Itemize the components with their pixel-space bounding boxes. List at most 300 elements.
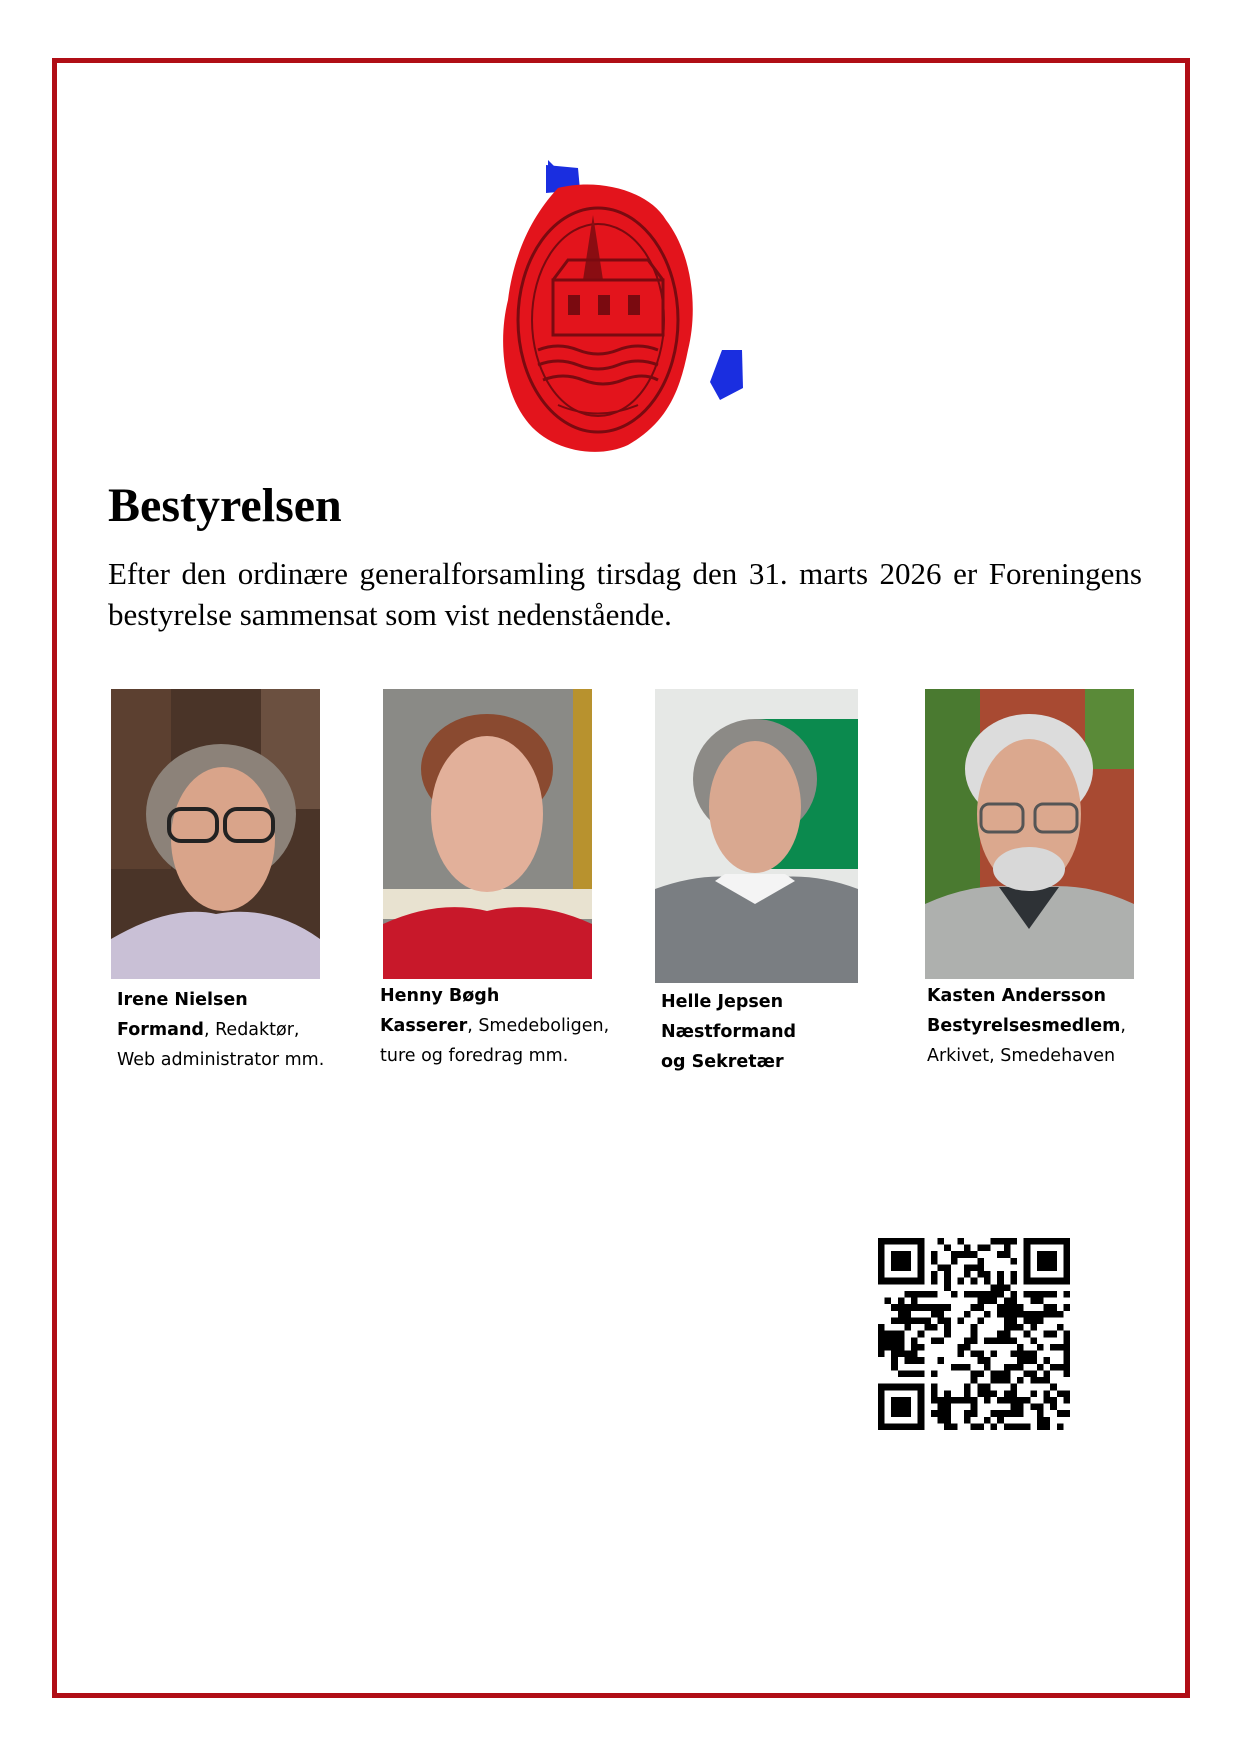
qr-module <box>1017 1364 1024 1371</box>
qr-module <box>1044 1390 1051 1397</box>
qr-module <box>891 1304 898 1311</box>
member-duties: Arkivet, Smedehaven <box>927 1046 1116 1066</box>
qr-module <box>1010 1258 1017 1265</box>
qr-module <box>1004 1251 1011 1258</box>
qr-module <box>1010 1291 1017 1298</box>
qr-module <box>891 1251 898 1258</box>
qr-module <box>1063 1364 1070 1371</box>
qr-module <box>1063 1245 1070 1252</box>
qr-module <box>918 1278 925 1285</box>
qr-module <box>904 1258 911 1265</box>
qr-module <box>1050 1304 1057 1311</box>
member-role: Kasserer <box>380 1016 468 1036</box>
qr-module <box>904 1291 911 1298</box>
qr-module <box>1063 1351 1070 1358</box>
qr-module <box>904 1370 911 1377</box>
qr-module <box>878 1384 885 1391</box>
qr-module <box>904 1311 911 1318</box>
qr-module <box>1010 1404 1017 1411</box>
qr-module <box>938 1317 945 1324</box>
qr-module <box>885 1344 892 1351</box>
qr-module <box>1004 1370 1011 1377</box>
qr-module <box>964 1397 971 1404</box>
qr-module <box>1044 1311 1051 1318</box>
qr-module <box>1044 1423 1051 1430</box>
member-photo-irene-nielsen <box>111 689 320 979</box>
qr-module <box>904 1410 911 1417</box>
qr-module <box>1050 1238 1057 1245</box>
qr-module <box>984 1278 991 1285</box>
qr-module <box>1063 1271 1070 1278</box>
qr-module <box>1024 1311 1031 1318</box>
qr-module <box>1010 1390 1017 1397</box>
qr-module <box>1030 1370 1037 1377</box>
qr-module <box>964 1311 971 1318</box>
qr-module <box>911 1344 918 1351</box>
qr-module <box>918 1317 925 1324</box>
qr-module <box>971 1324 978 1331</box>
qr-module <box>977 1264 984 1271</box>
qr-module <box>1010 1278 1017 1285</box>
qr-module <box>964 1390 971 1397</box>
qr-module <box>944 1410 951 1417</box>
qr-module <box>1010 1410 1017 1417</box>
qr-module <box>878 1417 885 1424</box>
member-duties: ture og foredrag mm. <box>380 1046 569 1066</box>
qr-module <box>1050 1384 1057 1391</box>
qr-module <box>1044 1357 1051 1364</box>
qr-module <box>898 1258 905 1265</box>
qr-module <box>898 1331 905 1338</box>
qr-module <box>1017 1357 1024 1364</box>
qr-module <box>1044 1331 1051 1338</box>
qr-module <box>885 1238 892 1245</box>
qr-module <box>1024 1357 1031 1364</box>
qr-module <box>878 1324 885 1331</box>
qr-module <box>997 1377 1004 1384</box>
qr-module <box>1037 1364 1044 1371</box>
qr-module <box>1024 1278 1031 1285</box>
qr-module <box>944 1264 951 1271</box>
qr-module <box>891 1331 898 1338</box>
qr-module <box>1024 1271 1031 1278</box>
qr-module <box>977 1390 984 1397</box>
qr-module <box>938 1357 945 1364</box>
qr-module <box>1030 1291 1037 1298</box>
qr-module <box>964 1410 971 1417</box>
qr-module <box>971 1304 978 1311</box>
qr-module <box>1063 1264 1070 1271</box>
qr-module <box>957 1351 964 1358</box>
qr-module <box>1017 1351 1024 1358</box>
qr-module <box>1017 1377 1024 1384</box>
qr-module <box>1037 1377 1044 1384</box>
qr-module <box>1063 1304 1070 1311</box>
qr-module <box>984 1397 991 1404</box>
qr-module <box>971 1423 978 1430</box>
qr-module <box>951 1364 958 1371</box>
qr-module <box>1024 1264 1031 1271</box>
qr-module <box>891 1423 898 1430</box>
qr-module <box>991 1337 998 1344</box>
qr-module <box>1010 1271 1017 1278</box>
qr-code-icon[interactable] <box>878 1238 1070 1430</box>
qr-module <box>1004 1337 1011 1344</box>
qr-module <box>931 1311 938 1318</box>
qr-module <box>1037 1264 1044 1271</box>
qr-module <box>944 1324 951 1331</box>
qr-module <box>1024 1331 1031 1338</box>
qr-module <box>898 1410 905 1417</box>
qr-module <box>904 1384 911 1391</box>
qr-module <box>931 1410 938 1417</box>
qr-module <box>984 1298 991 1305</box>
qr-module <box>944 1390 951 1397</box>
member-name: Kasten Andersson <box>927 986 1106 1006</box>
qr-module <box>918 1397 925 1404</box>
qr-module <box>938 1417 945 1424</box>
qr-module <box>1037 1258 1044 1265</box>
qr-module <box>971 1410 978 1417</box>
qr-module <box>964 1417 971 1424</box>
qr-module <box>977 1384 984 1391</box>
member-duties: , Smedeboligen, <box>467 1016 610 1036</box>
qr-module <box>878 1238 885 1245</box>
qr-module <box>911 1298 918 1305</box>
qr-module <box>1030 1337 1037 1344</box>
qr-module <box>918 1238 925 1245</box>
member-caption-helle-jepsen <box>661 987 796 1077</box>
member-duties: , <box>1120 1016 1126 1036</box>
qr-module <box>931 1390 938 1397</box>
qr-module <box>885 1337 892 1344</box>
qr-module <box>878 1351 885 1358</box>
qr-module <box>1057 1423 1064 1430</box>
qr-module <box>911 1423 918 1430</box>
qr-module <box>971 1251 978 1258</box>
qr-module <box>1063 1390 1070 1397</box>
qr-module <box>891 1238 898 1245</box>
qr-module <box>997 1410 1004 1417</box>
qr-module <box>911 1357 918 1364</box>
qr-module <box>1010 1397 1017 1404</box>
qr-module <box>891 1384 898 1391</box>
qr-module <box>1037 1404 1044 1411</box>
qr-module <box>878 1410 885 1417</box>
qr-module <box>1030 1377 1037 1384</box>
qr-module <box>911 1337 918 1344</box>
qr-module <box>904 1324 911 1331</box>
qr-module <box>878 1258 885 1265</box>
qr-module <box>1037 1278 1044 1285</box>
qr-module <box>984 1291 991 1298</box>
qr-module <box>924 1317 931 1324</box>
qr-module <box>984 1311 991 1318</box>
qr-module <box>997 1311 1004 1318</box>
qr-module <box>1004 1390 1011 1397</box>
qr-module <box>938 1304 945 1311</box>
member-photo-helle-jepsen <box>655 689 858 983</box>
qr-module <box>1030 1351 1037 1358</box>
qr-module <box>918 1384 925 1391</box>
qr-module <box>1004 1364 1011 1371</box>
qr-module <box>964 1364 971 1371</box>
qr-module <box>944 1397 951 1404</box>
qr-module <box>898 1423 905 1430</box>
qr-module <box>904 1351 911 1358</box>
qr-module <box>938 1397 945 1404</box>
qr-module <box>891 1404 898 1411</box>
qr-module <box>991 1284 998 1291</box>
qr-module <box>1050 1251 1057 1258</box>
qr-module <box>938 1337 945 1344</box>
qr-module <box>911 1351 918 1358</box>
qr-module <box>878 1251 885 1258</box>
qr-module <box>977 1291 984 1298</box>
qr-module <box>957 1317 964 1324</box>
qr-module <box>984 1384 991 1391</box>
qr-module <box>911 1370 918 1377</box>
qr-module <box>1063 1370 1070 1377</box>
qr-module <box>1030 1317 1037 1324</box>
qr-module <box>878 1245 885 1252</box>
qr-module <box>918 1258 925 1265</box>
qr-module <box>971 1291 978 1298</box>
qr-module <box>898 1337 905 1344</box>
qr-module <box>957 1397 964 1404</box>
qr-module <box>964 1245 971 1252</box>
qr-module <box>904 1423 911 1430</box>
qr-module <box>971 1278 978 1285</box>
qr-module <box>931 1271 938 1278</box>
qr-module <box>1044 1264 1051 1271</box>
qr-module <box>997 1397 1004 1404</box>
qr-module <box>1037 1344 1044 1351</box>
qr-module <box>991 1390 998 1397</box>
qr-module <box>971 1337 978 1344</box>
qr-module <box>984 1357 991 1364</box>
qr-module <box>977 1357 984 1364</box>
qr-module <box>964 1251 971 1258</box>
qr-module <box>1063 1291 1070 1298</box>
qr-module <box>971 1397 978 1404</box>
qr-module <box>1063 1344 1070 1351</box>
qr-module <box>1057 1238 1064 1245</box>
qr-module <box>984 1417 991 1424</box>
qr-module <box>1050 1397 1057 1404</box>
qr-module <box>891 1278 898 1285</box>
qr-module <box>931 1337 938 1344</box>
qr-module <box>898 1344 905 1351</box>
qr-module <box>1030 1390 1037 1397</box>
qr-module <box>1017 1423 1024 1430</box>
member-role: Bestyrelsesmedlem <box>927 1016 1121 1036</box>
qr-module <box>997 1417 1004 1424</box>
qr-module <box>931 1291 938 1298</box>
qr-module <box>951 1423 958 1430</box>
qr-module <box>944 1304 951 1311</box>
qr-module <box>911 1238 918 1245</box>
qr-module <box>997 1304 1004 1311</box>
qr-module <box>977 1351 984 1358</box>
qr-module <box>891 1364 898 1371</box>
qr-module <box>931 1278 938 1285</box>
qr-module <box>1063 1238 1070 1245</box>
qr-module <box>971 1264 978 1271</box>
qr-module <box>918 1304 925 1311</box>
member-caption-henny-bogh <box>380 981 609 1071</box>
qr-module <box>997 1291 1004 1298</box>
qr-module <box>1037 1417 1044 1424</box>
qr-module <box>1024 1238 1031 1245</box>
qr-module <box>1010 1364 1017 1371</box>
qr-module <box>1044 1291 1051 1298</box>
qr-module <box>1010 1324 1017 1331</box>
qr-module <box>878 1397 885 1404</box>
qr-module <box>1010 1423 1017 1430</box>
qr-module <box>885 1298 892 1305</box>
wax-seal-icon <box>498 160 748 460</box>
qr-module <box>885 1278 892 1285</box>
qr-module <box>951 1251 958 1258</box>
qr-module <box>1044 1238 1051 1245</box>
qr-module <box>977 1317 984 1324</box>
qr-module <box>997 1337 1004 1344</box>
qr-module <box>898 1311 905 1318</box>
qr-module <box>904 1264 911 1271</box>
qr-module <box>918 1417 925 1424</box>
qr-module <box>984 1364 991 1371</box>
qr-module <box>938 1264 945 1271</box>
qr-module <box>1024 1370 1031 1377</box>
qr-module <box>964 1384 971 1391</box>
qr-module <box>904 1251 911 1258</box>
qr-module <box>1010 1351 1017 1358</box>
qr-module <box>911 1384 918 1391</box>
qr-module <box>1044 1304 1051 1311</box>
qr-module <box>931 1304 938 1311</box>
qr-module <box>918 1251 925 1258</box>
qr-module <box>1037 1291 1044 1298</box>
qr-module <box>924 1324 931 1331</box>
qr-module <box>997 1284 1004 1291</box>
qr-module <box>1010 1311 1017 1318</box>
qr-module <box>997 1271 1004 1278</box>
qr-module <box>878 1278 885 1285</box>
qr-module <box>918 1404 925 1411</box>
qr-module <box>1050 1331 1057 1338</box>
qr-module <box>977 1423 984 1430</box>
qr-module <box>904 1357 911 1364</box>
qr-module <box>1044 1370 1051 1377</box>
qr-module <box>918 1245 925 1252</box>
qr-module <box>898 1384 905 1391</box>
qr-module <box>898 1397 905 1404</box>
qr-module <box>1063 1337 1070 1344</box>
qr-module <box>1037 1311 1044 1318</box>
qr-module <box>1057 1390 1064 1397</box>
qr-module <box>904 1238 911 1245</box>
qr-module <box>1024 1258 1031 1265</box>
qr-module <box>1030 1357 1037 1364</box>
qr-module <box>971 1377 978 1384</box>
qr-module <box>1010 1298 1017 1305</box>
qr-module <box>1037 1298 1044 1305</box>
qr-module <box>1050 1404 1057 1411</box>
qr-module <box>931 1251 938 1258</box>
qr-module <box>1017 1410 1024 1417</box>
qr-module <box>898 1404 905 1411</box>
qr-module <box>1050 1291 1057 1298</box>
member-caption-irene-nielsen <box>117 985 324 1075</box>
qr-module <box>938 1238 945 1245</box>
qr-module <box>1017 1404 1024 1411</box>
member-duties: Web administrator mm. <box>117 1050 325 1070</box>
qr-module <box>1010 1238 1017 1245</box>
qr-module <box>977 1258 984 1265</box>
qr-module <box>1050 1344 1057 1351</box>
qr-module <box>1044 1278 1051 1285</box>
qr-module <box>991 1410 998 1417</box>
qr-module <box>1030 1278 1037 1285</box>
qr-module <box>878 1331 885 1338</box>
qr-module <box>984 1245 991 1252</box>
qr-module <box>891 1337 898 1344</box>
qr-module <box>1057 1324 1064 1331</box>
member-duties: , Redaktør, <box>203 1020 300 1040</box>
qr-module <box>931 1370 938 1377</box>
qr-module <box>885 1423 892 1430</box>
qr-module <box>971 1370 978 1377</box>
qr-module <box>898 1251 905 1258</box>
qr-module <box>1010 1317 1017 1324</box>
member-photo-kasten-andersson <box>925 689 1134 979</box>
qr-module <box>938 1410 945 1417</box>
qr-module <box>944 1245 951 1252</box>
qr-module <box>898 1317 905 1324</box>
qr-module <box>1037 1251 1044 1258</box>
qr-module <box>1063 1397 1070 1404</box>
qr-module <box>1037 1423 1044 1430</box>
qr-module <box>944 1271 951 1278</box>
qr-module <box>891 1351 898 1358</box>
qr-module <box>898 1370 905 1377</box>
qr-module <box>1017 1397 1024 1404</box>
qr-module <box>1030 1404 1037 1411</box>
qr-module <box>944 1317 951 1324</box>
qr-module <box>977 1271 984 1278</box>
qr-module <box>891 1264 898 1271</box>
qr-module <box>1030 1238 1037 1245</box>
qr-module <box>957 1344 964 1351</box>
qr-module <box>977 1370 984 1377</box>
qr-module <box>1004 1304 1011 1311</box>
qr-module <box>984 1337 991 1344</box>
qr-module <box>957 1251 964 1258</box>
qr-module <box>944 1423 951 1430</box>
qr-module <box>984 1271 991 1278</box>
qr-module <box>924 1291 931 1298</box>
qr-module <box>918 1410 925 1417</box>
qr-module <box>991 1238 998 1245</box>
qr-module <box>885 1384 892 1391</box>
qr-module <box>991 1291 998 1298</box>
qr-module <box>991 1351 998 1358</box>
qr-module <box>1004 1397 1011 1404</box>
qr-module <box>997 1331 1004 1338</box>
qr-module <box>1017 1324 1024 1331</box>
qr-module <box>1063 1357 1070 1364</box>
